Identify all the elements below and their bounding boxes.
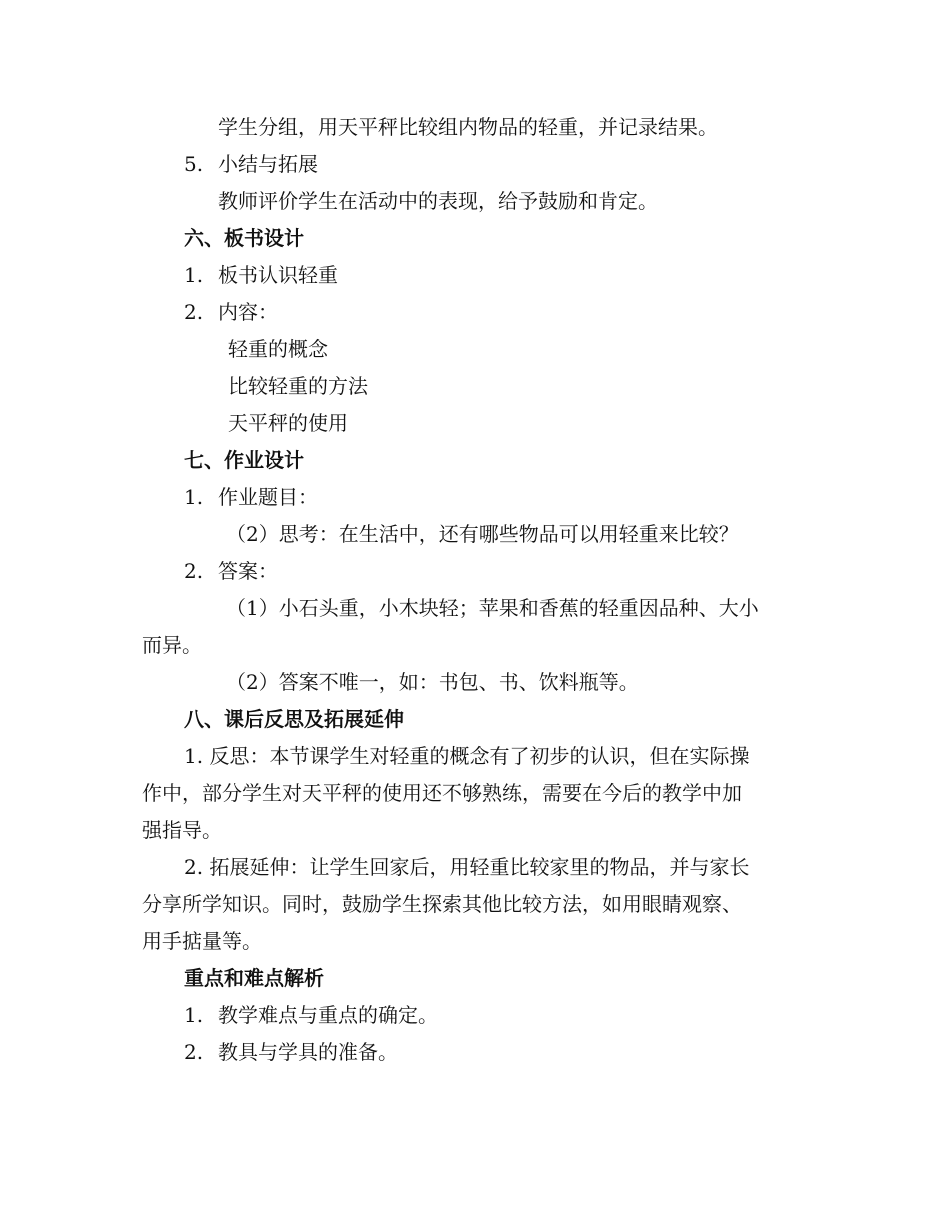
list-item <box>184 1001 438 1029</box>
list-number: 5. <box>184 152 204 176</box>
answer-line: （2）答案不唯一，如：书包、书、饮料瓶等。 <box>226 670 639 694</box>
sub-item: 比较轻重的方法 <box>228 374 368 398</box>
paragraph-line: 分享所学知识。同时，鼓励学生探索其他比较方法，如用眼睛观察、 <box>142 892 742 916</box>
question-item: （2）思考：在生活中，还有哪些物品可以用轻重来比较？ <box>226 522 739 546</box>
section-heading-8: 八、课后反思及拓展延伸 <box>184 707 404 731</box>
paragraph-line: 强指导。 <box>142 818 222 842</box>
list-number: 2. <box>184 300 204 324</box>
sub-item: 天平秤的使用 <box>228 411 348 435</box>
list-text: 教学难点与重点的确定。 <box>218 1003 438 1027</box>
section-heading-key-points: 重点和难点解析 <box>184 966 324 990</box>
list-number: 1. <box>184 485 204 509</box>
paragraph-line: 作中，部分学生对天平秤的使用还不够熟练，需要在今后的教学中加 <box>142 781 742 805</box>
list-text: 教具与学具的准备。 <box>218 1040 398 1064</box>
list-text: 板书认识轻重 <box>218 263 338 287</box>
list-item <box>184 1038 398 1066</box>
list-item-5 <box>184 150 318 178</box>
paragraph-line: 用手掂量等。 <box>142 929 262 953</box>
list-text: 作业题目： <box>218 485 318 509</box>
paragraph: 教师评价学生在活动中的表现，给予鼓励和肯定。 <box>218 189 658 213</box>
list-text: 答案： <box>218 559 278 583</box>
section-heading-6: 六、板书设计 <box>184 226 304 250</box>
list-number: 1. <box>184 263 204 287</box>
answer-line: 而异。 <box>142 633 202 657</box>
list-item <box>184 298 278 326</box>
section-heading-7: 七、作业设计 <box>184 448 304 472</box>
list-number: 2. <box>184 1040 204 1064</box>
answer-line: （1）小石头重，小木块轻；苹果和香蕉的轻重因品种、大小 <box>226 596 759 620</box>
list-item <box>184 483 318 511</box>
list-text: 小结与拓展 <box>218 152 318 176</box>
list-text: 内容： <box>218 300 278 324</box>
list-item <box>184 261 338 289</box>
list-number: 2. <box>184 559 204 583</box>
paragraph-line: 2. 拓展延伸：让学生回家后，用轻重比较家里的物品，并与家长 <box>184 855 750 879</box>
list-item <box>184 557 278 585</box>
sub-item: 轻重的概念 <box>228 337 328 361</box>
paragraph-line: 1. 反思：本节课学生对轻重的概念有了初步的认识，但在实际操 <box>184 744 750 768</box>
paragraph: 学生分组，用天平秤比较组内物品的轻重，并记录结果。 <box>218 115 718 139</box>
list-number: 1. <box>184 1003 204 1027</box>
